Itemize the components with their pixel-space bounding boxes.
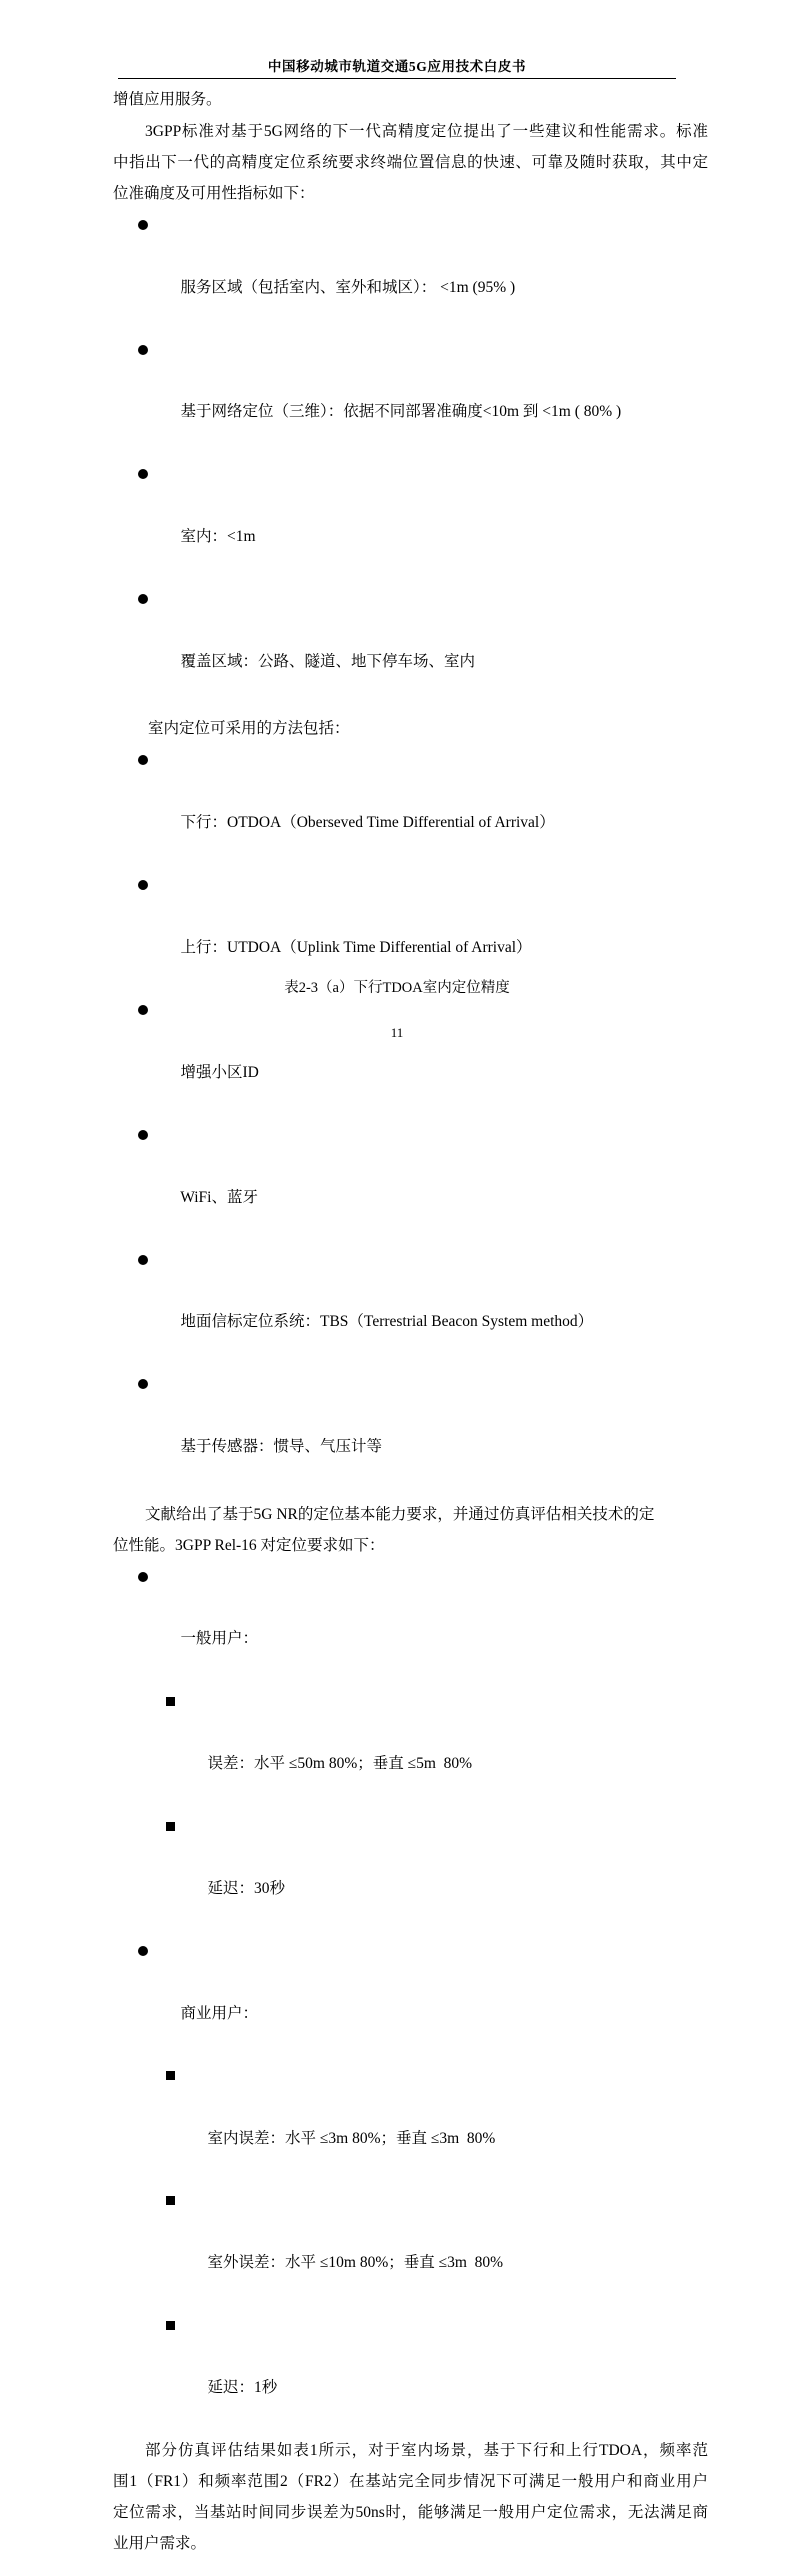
bullet-text: 基于传感器：惯导、气压计等 [180,1438,383,1456]
paragraph-line: 中指出下一代的高精度定位系统要求终端位置信息的快速、可靠及随时获取，其中定 [113,153,708,171]
bullet-dot-icon [138,1379,148,1389]
bullet-item [113,994,708,1119]
bullet-item [113,459,708,584]
bullet-dot-icon [138,1130,148,1140]
bullet-dot-icon [138,1946,148,1956]
bullet-text: 覆盖区域：公路、隧道、地下停车场、室内 [180,653,476,671]
bullet-text: 增强小区ID [180,1063,259,1081]
bullet-item [113,1119,708,1244]
bullet-item-commercial-user [113,1935,708,2060]
paragraph-line: 位性能。3GPP Rel-16 对定位要求如下： [113,1536,385,1554]
bullet-square-icon [166,1697,175,1706]
bullet-item [113,869,708,994]
bullet-dot-icon [138,469,148,479]
bullet-dot-icon [138,1572,148,1582]
paragraph-line: 3GPP标准对基于5G网络的下一代高精度定位提出了一些建议和性能需求。标准 [145,122,708,140]
bullet-dot-icon [138,345,148,355]
sub-bullet-item [113,1686,708,1811]
paragraph-line: 围1（FR1）和频率范围2（FR2）在基站完全同步情况下可满足一般用户和商业用户 [113,2472,708,2490]
bullet-square-icon [166,2196,175,2205]
page-body [113,84,708,2559]
methods-intro: 室内定位可采用的方法包括： [148,720,350,738]
sub-bullet-text: 延迟：1秒 [207,2379,278,2397]
bullet-item [113,209,708,334]
bullet-text: 室内：<1m [180,528,256,546]
bullet-item [113,584,708,709]
bullet-item-general-user [113,1561,708,1686]
bullet-text: 基于网络定位（三维）：依据不同部署准确度<10m 到 <1m ( 80% ) [180,403,622,421]
bullet-item [113,745,708,870]
sub-bullet-item [113,2060,708,2185]
bullet-dot-icon [138,755,148,765]
bullet-square-icon [166,2321,175,2330]
running-header-title: 中国移动城市轨道交通5G应用技术白皮书 [267,59,527,74]
sub-bullet-item [113,2310,708,2435]
sub-bullet-item [113,1811,708,1936]
paragraph-line: 业用户需求。 [113,2535,207,2553]
header-rule [118,78,676,79]
bullet-dot-icon [138,594,148,604]
bullet-dot-icon [138,1255,148,1265]
bullet-square-icon [166,2071,175,2080]
paragraph-line: 部分仿真评估结果如表1所示，对于室内场景，基于下行和上行TDOA，频率范 [145,2441,708,2459]
sub-bullet-text: 误差：水平 ≤50m 80%；垂直 ≤5m 80% [207,1755,473,1773]
bullet-square-icon [166,1822,175,1831]
sub-bullet-text: 室外误差：水平 ≤10m 80%；垂直 ≤3m 80% [207,2254,504,2272]
bullet-text: 服务区域（包括室内、室外和城区）： <1m (95% ) [180,278,516,296]
bullet-text: 地面信标定位系统：TBS（Terrestrial Beacon System method） [180,1313,594,1331]
sub-bullet-item [113,2185,708,2310]
bullet-dot-icon [138,880,148,890]
bullet-text: 上行：UTDOA（Uplink Time Differential of Arrival） [180,938,532,956]
paragraph-line: 文献给出了基于5G NR的定位基本能力要求，并通过仿真评估相关技术的定 [145,1505,655,1523]
bullet-item [113,1244,708,1369]
bullet-dot-icon [138,1005,148,1015]
paragraph-line: 定位需求，当基站时间同步误差为50ns时，能够满足一般用户定位需求，无法满足商 [113,2504,708,2522]
table-caption: 表2-3（a）下行TDOA室内定位精度 [284,980,510,996]
page-number: 11 [390,1025,404,1040]
bullet-text: WiFi、蓝牙 [180,1188,258,1206]
bullet-text: 一般用户： [180,1630,259,1648]
sub-bullet-text: 延迟：30秒 [207,1879,286,1897]
bullet-text: 商业用户： [180,2004,259,2022]
bullet-item [113,334,708,459]
intro-line: 增值应用服务。 [113,91,222,109]
paragraph-line: 位准确度及可用性指标如下： [113,185,315,202]
bullet-dot-icon [138,220,148,230]
bullet-item [113,1369,708,1494]
bullet-text: 下行：OTDOA（Oberseved Time Differential of Arrival） [180,814,555,832]
sub-bullet-text: 室内误差：水平 ≤3m 80%；垂直 ≤3m 80% [207,2129,496,2147]
